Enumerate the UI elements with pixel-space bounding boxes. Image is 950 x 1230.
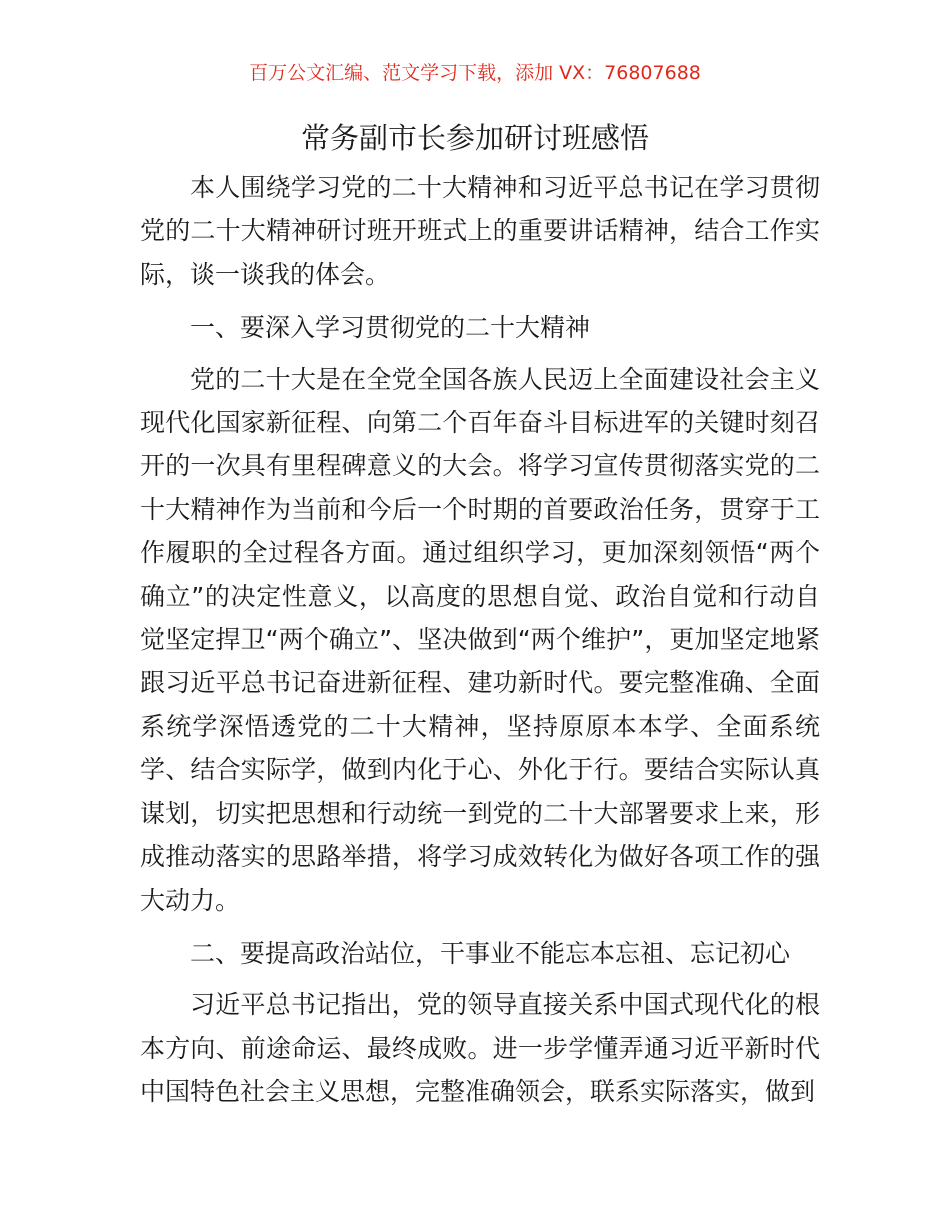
section-heading-1: 一、要深入学习贯彻党的二十大精神 xyxy=(190,313,591,343)
paragraph-intro: 本人围绕学习党的二十大精神和习近平总书记在学习贯彻党的二十大精神研讨班开班式上的重要讲话精神，结合工作实际，谈一谈我的体会。 xyxy=(140,173,820,289)
section-heading-2: 二、要提高政治站位，干事业不能忘本忘祖、忘记初心 xyxy=(190,938,791,968)
document-body xyxy=(140,166,820,1124)
paragraph-section-2: 习近平总书记指出，党的领导直接关系中国式现代化的根本方向、前途命运、最终成败。进一步学懂弄通习近平新时代中国特色社会主义思想，完整准确领会，联系实际落实，做到 xyxy=(140,990,820,1107)
header-watermark-text: 百万公文汇编、范文学习下载，添加 VX：76807688 xyxy=(249,62,701,84)
document-title: 常务副市长参加研讨班感悟 xyxy=(300,121,649,155)
paragraph-section-1: 党的二十大是在全党全国各族人民迈上全面建设社会主义现代化国家新征程、向第二个百年奋斗目标进军的关键时刻召开的一次具有里程碑意义的大会。将学习宣传贯彻落实党的二十大精神作为当前和今后一个时期的首要政治任务，贯穿于工作履职的全过程各方面。通过组织学习，更加深刻领悟“两个确立”的决定性意义，以高度的思想自觉、政治自觉和行动自觉坚定捍卫“两个确立”、坚决做到“两个维护”，更加坚定地紧跟习近平总书记奋进新征程、建功新时代。要完整准确、全面系统学深悟透党的二十大精神，坚持原原本本学、全面系统学、结合实际学，做到内化于心、外化于行。要结合实际认真谋划，切实把思想和行动统一到党的二十大部署要求上来，形成推动落实的思路举措，将学习成效转化为做好各项工作的强大动力。 xyxy=(140,364,820,915)
